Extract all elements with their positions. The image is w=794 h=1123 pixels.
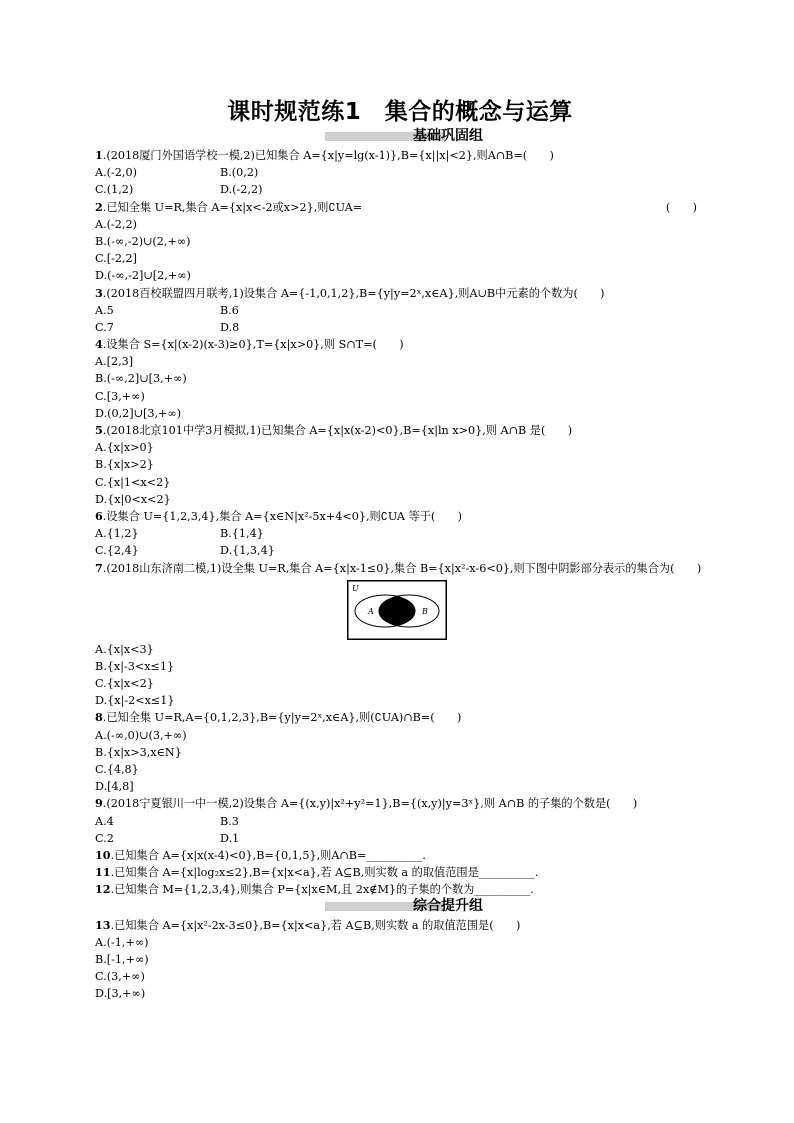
question-text: .(2018厦门外国语学校一模,2)已知集合 A={x|y=lg(x-1)},B={x||x|<2},则A∩B=( ) [102, 149, 554, 162]
question-text: .(2018百校联盟四月联考,1)设集合 A={-1,0,1,2},B={y|y=2ˣ,x∈A},则A∪B中元素的个数为( ) [102, 286, 605, 300]
question-number: 6 [95, 508, 103, 523]
option-c: C.{2,4} [95, 544, 139, 558]
question-text: .已知集合 A={x|x(x-4)<0},B={0,1,5},则A∩B=__________. [110, 848, 426, 862]
option-d: D.8 [220, 320, 240, 334]
section-header-advanced [95, 899, 705, 916]
question-4 [95, 336, 705, 353]
option-d: D.(-2,2) [220, 183, 263, 197]
question-number: 9 [95, 796, 103, 811]
question-2 [95, 199, 705, 216]
option-a: A.{1,2} [95, 527, 139, 541]
option-a: A.(-1,+∞) [95, 935, 149, 949]
option-a: A.{x|x>0} [95, 441, 154, 455]
option-d: D.{1,3,4} [220, 544, 275, 558]
question-number: 3 [95, 285, 103, 300]
question-text: .已知全集 U=R,集合 A={x|x<-2或x>2},则∁UA= [102, 200, 363, 214]
options-row [95, 830, 705, 847]
question-10 [95, 847, 705, 864]
options-row [95, 525, 705, 542]
options-row [95, 302, 705, 319]
question-text: .(2018北京101中学3月模拟,1)已知集合 A={x|x(x-2)<0},B={x|ln x>0},则 A∩B 是( ) [102, 424, 573, 437]
options-row [95, 164, 705, 181]
options-row [95, 813, 705, 830]
question-number: 7 [95, 560, 103, 575]
section-label: 综合提升组 [413, 897, 483, 914]
question-number: 4 [95, 337, 103, 352]
option-c: C.[-2,2] [95, 252, 138, 266]
option-b: B.(0,2) [220, 166, 259, 180]
question-number: 10 [95, 847, 111, 862]
option-a: A.5 [95, 303, 114, 317]
worksheet-page [95, 95, 705, 1002]
option-a: A.(-2,0) [95, 166, 137, 180]
option-c: C.{x|1<x<2} [95, 475, 171, 489]
page-title: 课时规范练1 集合的概念与运算 [227, 99, 573, 125]
question-number: 13 [95, 917, 111, 932]
option-b: B.{x|-3<x≤1} [95, 659, 175, 673]
option-b: B.6 [220, 303, 239, 317]
options-row [95, 542, 705, 559]
question-text: .设集合 U={1,2,3,4},集合 A={x∈N|x²-5x+4<0},则∁UA 等于( ) [102, 509, 463, 523]
question-3 [95, 285, 705, 302]
option-c: C.7 [95, 320, 114, 334]
question-text: .已知集合 A={x|log₂x≤2},B={x|x<a},若 A⊆B,则实数 a 的取值范围是__________. [110, 866, 539, 880]
question-text: .(2018山东济南二模,1)设全集 U=R,集合 A={x|x-1≤0},集合 B={x|x²-x-6<0},则下图中阴影部分表示的集合为( ) [102, 561, 702, 575]
question-5 [95, 422, 705, 439]
option-c: C.{x|x<2} [95, 677, 154, 691]
option-c: C.{4,8} [95, 763, 139, 777]
question-text: .设集合 S={x|(x-2)(x-3)≥0},T={x|x>0},则 S∩T=( ) [102, 338, 404, 352]
option-a: A.4 [95, 814, 114, 828]
option-d: D.{x|-2<x≤1} [95, 694, 175, 708]
option-b: B.{1,4} [220, 527, 264, 541]
section-header-basic [95, 129, 705, 146]
question-8 [95, 709, 705, 726]
question-number: 2 [95, 199, 103, 214]
section-label: 基础巩固组 [413, 128, 483, 144]
question-text: .已知集合 A={x|x²-2x-3≤0},B={x|x<a},若 A⊆B,则实数 a 的取值范围是( ) [110, 918, 521, 932]
option-d: D.(0,2]∪[3,+∞) [95, 406, 182, 420]
question-11 [95, 864, 705, 881]
question-text: .已知集合 M={1,2,3,4},则集合 P={x|x∈M,且 2x∉M}的子集的个数为__________. [110, 883, 534, 897]
option-c: C.2 [95, 831, 114, 845]
option-d: D.[4,8] [95, 780, 134, 794]
option-d: D.[3,+∞) [95, 987, 146, 1001]
option-d: D.(-∞,-2]∪[2,+∞) [95, 269, 191, 283]
question-13 [95, 917, 705, 934]
option-b: B.3 [220, 814, 239, 828]
question-number: 1 [95, 148, 103, 162]
option-d: D.1 [220, 831, 240, 845]
option-a: A.(-2,2) [95, 217, 137, 231]
question-text: .(2018宁夏银川一中一模,2)设集合 A={(x,y)|x²+y²=1},B={(x,y)|y=3ˣ},则 A∩B 的子集的个数是( ) [102, 797, 638, 811]
venn-diagram-figure [95, 577, 705, 641]
option-c: C.[3,+∞) [95, 389, 145, 403]
option-b: B.[-1,+∞) [95, 952, 149, 966]
label-b: B [422, 606, 428, 616]
option-c: C.(3,+∞) [95, 970, 145, 984]
options-row [95, 319, 705, 336]
label-a: A [368, 606, 374, 616]
answer-paren: ( ) [665, 200, 697, 214]
question-12 [95, 881, 705, 898]
option-b: B.(-∞,2]∪[3,+∞) [95, 372, 187, 386]
question-number: 11 [95, 865, 111, 880]
option-a: A.(-∞,0)∪(3,+∞) [95, 728, 187, 742]
option-c: C.(1,2) [95, 183, 134, 197]
question-number: 8 [95, 710, 103, 725]
option-b: B.{x|x>3,x∈N} [95, 745, 182, 759]
options-row [95, 181, 705, 198]
option-a: A.{x|x<3} [95, 642, 154, 656]
option-d: D.{x|0<x<2} [95, 492, 171, 506]
question-6 [95, 508, 705, 525]
question-9 [95, 795, 705, 812]
option-b: B.(-∞,-2)∪(2,+∞) [95, 234, 191, 248]
question-1 [95, 147, 705, 164]
question-7 [95, 560, 705, 577]
option-b: B.{x|x>2} [95, 458, 154, 472]
label-u: U [352, 583, 359, 593]
option-a: A.[2,3] [95, 355, 134, 369]
question-number: 12 [95, 882, 111, 897]
venn-diagram [347, 580, 447, 640]
question-number: 5 [95, 423, 103, 437]
question-text: .已知全集 U=R,A={0,1,2,3},B={y|y=2ˣ,x∈A},则(∁UA)∩B=( ) [102, 711, 462, 725]
